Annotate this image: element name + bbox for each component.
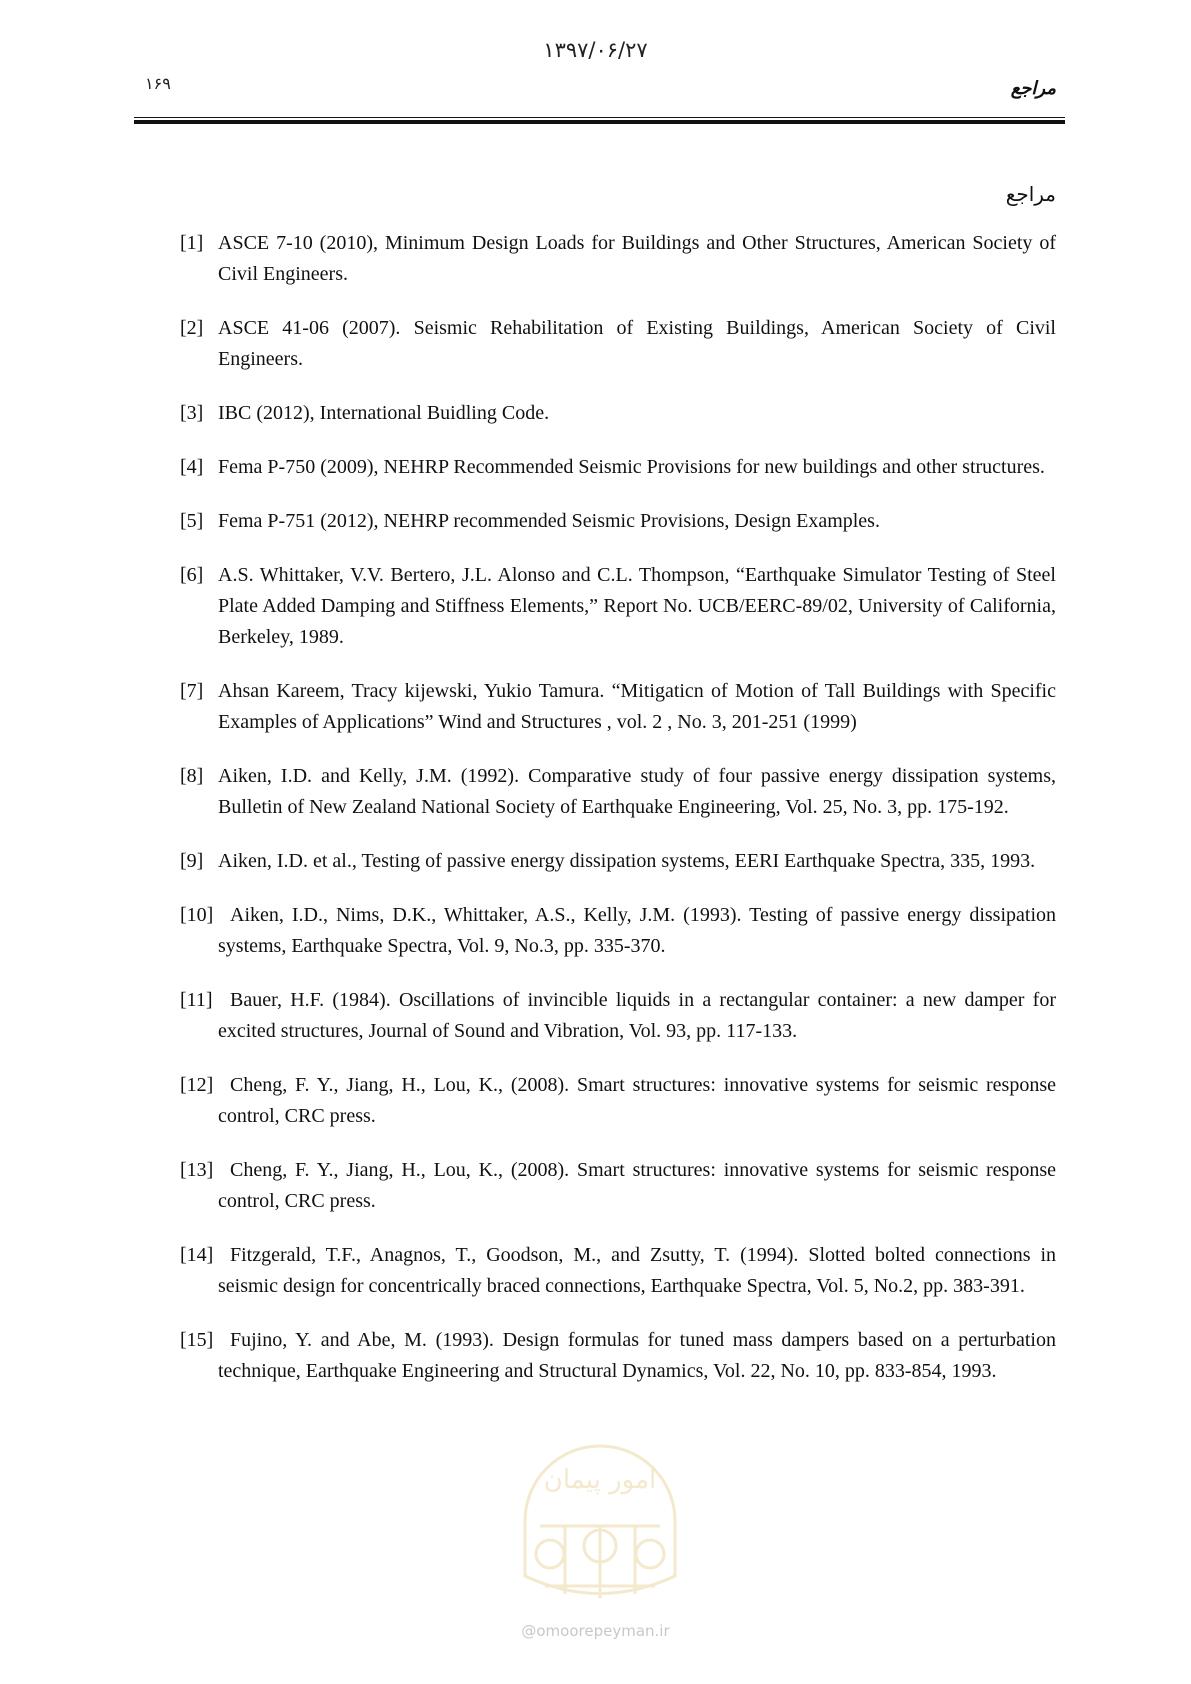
reference-item — [180, 900, 1056, 962]
reference-item — [180, 761, 1056, 823]
reference-number: [2] — [180, 317, 204, 339]
reference-text: Bauer, H.F. (1984). Oscillations of invincible liquids in a rectangular container: a new damper for excited structures, Journal of Sound and Vibration, Vol. 93, pp. 117-133. — [218, 989, 1056, 1042]
reference-item — [180, 506, 1056, 537]
reference-text: IBC (2012), International Buidling Code. — [218, 402, 550, 424]
reference-text: Fitzgerald, T.F., Anagnos, T., Goodson, M., and Zsutty, T. (1994). Slotted bolted connections in seismic design for concentrically braced connections, Earthquake Spectra, Vol. 5, No.2, pp. 383-391. — [218, 1244, 1056, 1297]
reference-number: [1] — [180, 232, 204, 254]
reference-item — [180, 676, 1056, 738]
watermark-logo-icon — [505, 1426, 695, 1606]
reference-number: [10] — [180, 904, 214, 926]
reference-number: [11] — [180, 989, 213, 1011]
reference-number: [14] — [180, 1244, 214, 1266]
reference-number: [12] — [180, 1074, 214, 1096]
reference-number: [15] — [180, 1329, 214, 1351]
reference-text: Aiken, I.D. et al., Testing of passive energy dissipation systems, EERI Earthquake Spectra, 335, 1993. — [218, 850, 1036, 872]
reference-item — [180, 846, 1056, 877]
watermark-logo-text: امور پیمان — [543, 1465, 657, 1495]
section-title: مراجع — [1005, 182, 1056, 206]
reference-number: [6] — [180, 564, 204, 586]
header-rule-thin — [134, 117, 1065, 118]
reference-number: [13] — [180, 1159, 214, 1181]
reference-item — [180, 985, 1056, 1047]
reference-item — [180, 1070, 1056, 1132]
reference-text: ASCE 7-10 (2010), Minimum Design Loads for Buildings and Other Structures, American Society of Civil Engineers. — [218, 232, 1056, 285]
reference-text: A.S. Whittaker, V.V. Bertero, J.L. Alonso and C.L. Thompson, “Earthquake Simulator Testing of Steel Plate Added Damping and Stiffness Elements,” Report No. UCB/EERC-89/02, University of California, Berkeley, 1989. — [218, 564, 1056, 648]
reference-text: Aiken, I.D., Nims, D.K., Whittaker, A.S., Kelly, J.M. (1993). Testing of passive energy dissipation systems, Earthquake Spectra, Vol. 9, No.3, pp. 335-370. — [218, 904, 1056, 957]
header-rule-thick — [134, 120, 1065, 124]
print-date: ۱۳۹۷/۰۶/۲۷ — [543, 38, 648, 62]
reference-number: [3] — [180, 402, 204, 424]
reference-number: [4] — [180, 456, 204, 478]
reference-item — [180, 1325, 1056, 1387]
reference-item — [180, 313, 1056, 375]
reference-item — [180, 228, 1056, 290]
reference-item — [180, 1240, 1056, 1302]
reference-number: [8] — [180, 765, 204, 787]
reference-item — [180, 452, 1056, 483]
reference-text: Cheng, F. Y., Jiang, H., Lou, K., (2008). Smart structures: innovative systems for seismic response control, CRC press. — [218, 1159, 1056, 1212]
watermark-site: @omoorepeyman.ir — [521, 1622, 670, 1640]
page-number: ۱۶۹ — [145, 74, 171, 93]
running-head: مراجع — [1010, 78, 1056, 99]
reference-number: [7] — [180, 680, 204, 702]
reference-text: Fujino, Y. and Abe, M. (1993). Design formulas for tuned mass dampers based on a perturbation technique, Earthquake Engineering and Structural Dynamics, Vol. 22, No. 10, pp. 833-854, 1993. — [218, 1329, 1056, 1382]
reference-text: Aiken, I.D. and Kelly, J.M. (1992). Comparative study of four passive energy dissipation systems, Bulletin of New Zealand National Society of Earthquake Engineering, Vol. 25, No. 3, pp. 175-192. — [218, 765, 1056, 818]
reference-number: [5] — [180, 510, 204, 532]
reference-text: Ahsan Kareem, Tracy kijewski, Yukio Tamura. “Mitigaticn of Motion of Tall Buildings with Specific Examples of Applications” Wind and Structures , vol. 2 , No. 3, 201-251 (1999) — [218, 680, 1056, 733]
reference-text: Fema P-750 (2009), NEHRP Recommended Seismic Provisions for new buildings and other structures. — [218, 456, 1045, 478]
reference-item — [180, 398, 1056, 429]
reference-text: Cheng, F. Y., Jiang, H., Lou, K., (2008). Smart structures: innovative systems for seismic response control, CRC press. — [218, 1074, 1056, 1127]
reference-item — [180, 560, 1056, 653]
reference-list — [180, 228, 1056, 1410]
reference-item — [180, 1155, 1056, 1217]
reference-number: [9] — [180, 850, 204, 872]
reference-text: Fema P-751 (2012), NEHRP recommended Seismic Provisions, Design Examples. — [218, 510, 880, 532]
reference-text: ASCE 41-06 (2007). Seismic Rehabilitation of Existing Buildings, American Society of Civil Engineers. — [218, 317, 1056, 370]
